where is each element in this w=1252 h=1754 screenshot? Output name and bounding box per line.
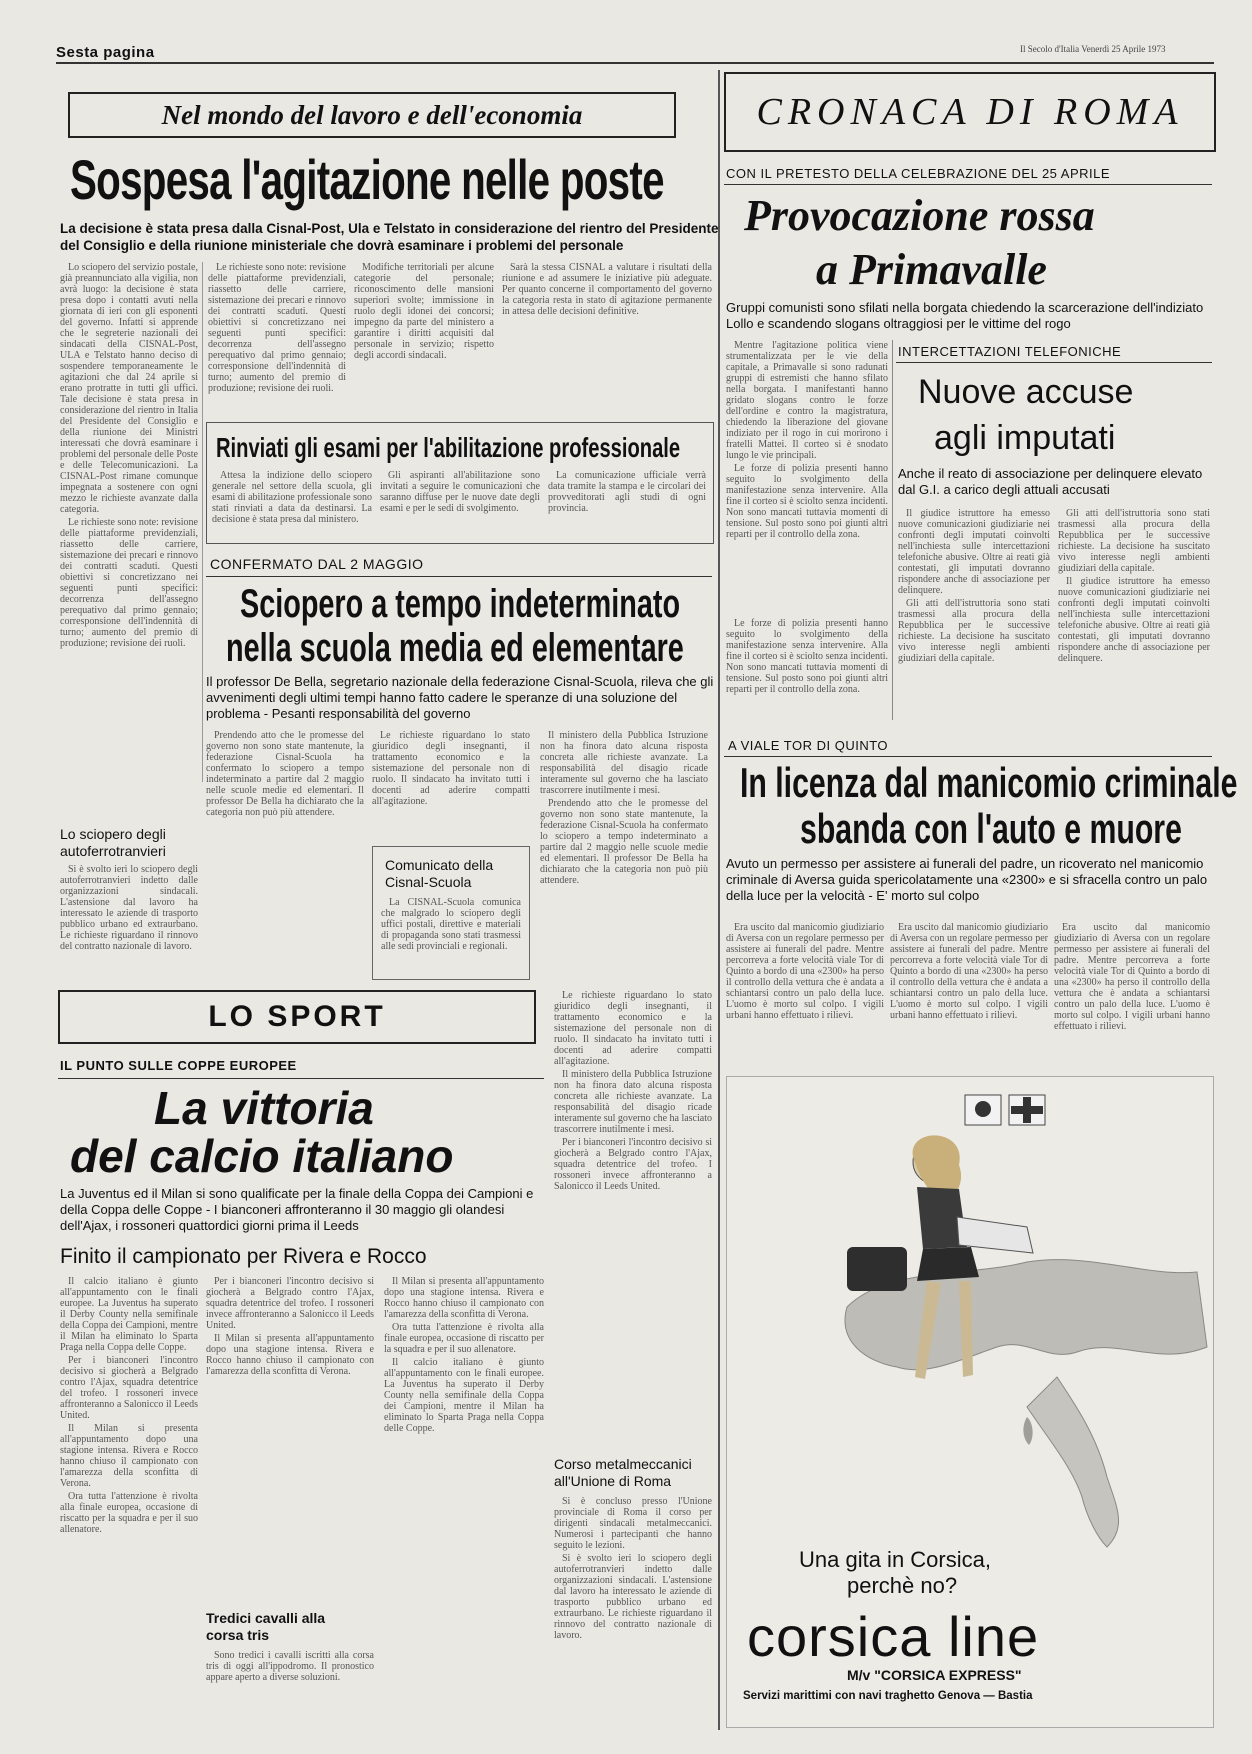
header-rule <box>56 62 1214 64</box>
tredici-body-text: Sono tredici i cavalli iscritti alla corsa tris di oggi all'ippodromo. Il pronostico appare aperto a diverse soluzioni. <box>206 1650 374 1683</box>
manicomio-headline-1: In licenza dal manicomio criminale <box>740 759 1238 806</box>
manicomio-body-1-text: Era uscito dal manicomio giudiziario di Aversa con un regolare permesso per assistere ai funerali del padre. Mentre percorreva a forte velocità viale Tor di Quinto a bordo di una «2300» ha perso il controllo della vettura che è andata a schiantarsi contro un palo della luce. L'uomo è morto sul colpo. I vigili urbani hanno effettuato i rilievi. <box>726 922 884 1021</box>
intercettazioni-body-2-text: Gli atti dell'istruttoria sono stati trasmessi alla procura della Repubblica per le successive richieste. La decisione ha suscitato vivo interesse negli ambienti giudiziari della capitale. <box>1058 508 1210 574</box>
lavoro-body-right <box>502 262 712 420</box>
esami-body-2 <box>380 470 540 536</box>
cronaca-banner-text: CRONACA DI ROMA <box>756 91 1184 133</box>
scuola-headline-2: nella scuola media ed elementare <box>226 626 684 670</box>
cronaca-body-2-text: Le forze di polizia presenti hanno seguito lo svolgimento della manifestazione senza intervenire. Alla fine il corteo si è sciolto senza incidenti. Non sono mancati tuttavia momenti di tensione. Sul posto sono poi giunti altri reparti per il controllo della zona. <box>726 618 888 695</box>
corso-body <box>554 1496 712 1724</box>
cronaca-body-2 <box>726 618 888 716</box>
lavoro-banner-text: Nel mondo del lavoro e dell'economia <box>161 100 583 130</box>
manicomio-deck: Avuto un permesso per assistere ai funerali del padre, un ricoverato nel manicomio criminale di Aversa guida spericolatamente una «2300» e si sfracella contro un palo della luce per la velocità - E' morto sul colpo <box>726 856 1208 903</box>
manicomio-kicker-rule <box>724 756 1212 757</box>
sport-deck: La Juventus ed il Milan si sono qualificate per la finale della Coppa dei Campioni e della Coppa delle Coppe - I bianconeri affronteranno il 30 maggio gli olandesi dell'Ajax, i rossoneri quattordici giorni prima il Leeds <box>60 1186 534 1233</box>
cronaca-kicker-rule <box>724 184 1212 185</box>
autoferro-body-text: Si è svolto ieri lo sciopero degli autoferrotranvieri indetto dalle organizzazioni sindacali. L'astensione dal lavoro ha interessato le aziende di trasporto pubblico urbano ed extraurbano. Le richieste riguardano il rinnovo del contratto nazionale di lavoro. <box>60 864 198 952</box>
corso-body-text-2: Si è svolto ieri lo sciopero degli autoferrotranvieri indetto dalle organizzazioni sindacali. L'astensione dal lavoro ha interessato le aziende di trasporto pubblico urbano ed extraurbano. Le richieste riguardano il rinnovo del contratto nazionale di lavoro. <box>554 1553 712 1641</box>
corso-title: Corso metalmeccanici all'Unione di Roma <box>554 1456 692 1489</box>
scuola-body-2 <box>372 730 530 840</box>
scuola-body-3 <box>540 730 708 978</box>
moor-head <box>975 1101 991 1117</box>
sport-body-1-text-2: Per i bianconeri l'incontro decisivo si giocherà a Belgrado contro l'Ajax, squadra detentrice del trofeo. I rossoneri invece affronteranno a Salonicco il Leeds United. <box>60 1355 198 1421</box>
esami-body-3-text: La comunicazione ufficiale verrà data tramite la stampa e le circolari dei provveditorati agli studi di ogni provincia. <box>548 470 706 514</box>
intercettazioni-headline-2: agli imputati <box>934 419 1116 457</box>
esami-body-3 <box>548 470 706 536</box>
manicomio-body-1 <box>726 922 884 1040</box>
autoferro-title: Lo sciopero degli autoferrotranvieri <box>60 826 166 859</box>
ad-tagline-2: perchè no? <box>847 1573 958 1598</box>
scuola-body-3-text: Il ministero della Pubblica Istruzione non ha finora dato alcuna risposta concreta alle richieste avanzate. La responsabilità del disagio ricade interamente sul governo che ha lasciato trascorrere inutilmente i mesi. <box>540 730 708 796</box>
scuola-kicker-rule <box>206 576 712 577</box>
cronaca-headline-2: a Primavalle <box>816 245 1047 294</box>
autoferro-body <box>60 864 198 976</box>
sport-body-3 <box>384 1276 544 1724</box>
continuation-column-text-3: Per i bianconeri l'incontro decisivo si giocherà a Belgrado contro l'Ajax, squadra detentrice del trofeo. I rossoneri invece affronteranno a Salonicco il Leeds United. <box>554 1137 712 1192</box>
sport-headline-2: del calcio italiano <box>70 1130 454 1182</box>
intercettazioni-kicker-rule <box>896 362 1212 363</box>
cronaca-col-rule <box>892 340 893 720</box>
comunicato-title: Comunicato della Cisnal-Scuola <box>385 857 494 890</box>
genova-cross-h <box>1011 1106 1043 1114</box>
lavoro-deck: La decisione è stata presa dalla Cisnal-Post, Ula e Telstato in considerazione del rientro del Presidente del Consiglio e della riunione ministeriale che dovrà esaminare i problemi del personale <box>60 221 719 253</box>
cronaca-banner <box>724 72 1216 152</box>
lavoro-body-mid2-text: Modifiche territoriali per alcune categorie del personale; riconoscimento delle mansioni superiori svolte; immissione in ruolo degli idonei dei concorsi; impegno da parte del ministero a garantire i diritti acquisiti dal personale in servizio; rispetto degli accordi sindacali. <box>354 262 494 361</box>
sport-body-1-text-4: Ora tutta l'attenzione è rivolta alla finale europea, occasione di riscatto per la squadra e per il suo allenatore. <box>60 1491 198 1535</box>
esami-headline: Rinviati gli esami per l'abilitazione professionale <box>216 432 681 463</box>
manicomio-headline-2: sbanda con l'auto e muore <box>800 805 1182 852</box>
ad-tagline-1: Una gita in Corsica, <box>799 1547 991 1572</box>
masthead: Il Secolo d'Italia <box>1020 44 1080 54</box>
intercettazioni-deck: Anche il reato di associazione per delinquere elevato dal G.I. a carico degli attuali accusati <box>898 466 1203 497</box>
lavoro-body-mid <box>208 262 346 420</box>
cronaca-body-1-text-2: Le forze di polizia presenti hanno seguito lo svolgimento della manifestazione senza intervenire. Alla fine il corteo si è sciolto senza incidenti. Non sono mancati tuttavia momenti di tensione. Sul posto sono poi giunti altri reparti per il controllo della zona. <box>726 463 888 540</box>
corso-body-text: Si è concluso presso l'Unione provinciale di Roma il corso per dirigenti sindacali metalmeccanici. Numerosi i partecipanti che hanno seguito le lezioni. <box>554 1496 712 1551</box>
intercettazioni-body-1-text-2: Gli atti dell'istruttoria sono stati trasmessi alla procura della Repubblica per le successive richieste. La decisione ha suscitato vivo interesse negli ambienti giudiziari della capitale. <box>898 598 1050 664</box>
sport-body-1-text-3: Il Milan si presenta all'appuntamento dopo una stagione intensa. Rivera e Rocco hanno chiuso il campionato con l'amarezza della sconfitta di Verona. <box>60 1423 198 1489</box>
sport-body-3-text-3: Il calcio italiano è giunto all'appuntamento con le finali europee. La Juventus ha superato il Derby County nella semifinale della Coppa dei Campioni, mentre il Milan ha eliminato lo Sparta Praga nella Coppa delle Coppe. <box>384 1357 544 1434</box>
continuation-column-text: Le richieste riguardano lo stato giuridico degli insegnanti, il trattamento economico e la sistemazione del personale non di ruolo. Il sindacato ha invitato tutti i docenti ad aderire compatti all'agitazione. <box>554 990 712 1067</box>
comunicato-box <box>372 846 530 980</box>
sport-body-1 <box>60 1276 198 1724</box>
scuola-kicker: CONFERMATO DAL 2 MAGGIO <box>210 556 424 572</box>
scuola-body-3-text-2: Prendendo atto che le promesse del governo non sono state mantenute, la federazione Cisnal-Scuola ha confermato lo sciopero a tempo indeterminato a partire dal 2 maggio nelle scuole medie ed elementari. Il professor De Bella ha dichiarato che la categoria non può più attendere. <box>540 798 708 886</box>
suitcase <box>847 1247 907 1291</box>
comunicato-body <box>381 897 521 975</box>
intercettazioni-body-2-text-2: Il giudice istruttore ha emesso nuove comunicazioni giudiziarie nei confronti degli imputati coinvolti nell'inchiesta sulle intercettazioni telefoniche abusive. Oltre ai reati già contestati, gli imputati dovranno rispondere anche di associazione per delinquere. <box>1058 576 1210 664</box>
intercettazioni-body-1 <box>898 508 1050 716</box>
corsica-island <box>1023 1417 1032 1445</box>
manicomio-kicker: A VIALE TOR DI QUINTO <box>728 738 889 753</box>
intercettazioni-kicker: INTERCETTAZIONI TELEFONICHE <box>898 344 1122 359</box>
tredici-body <box>206 1650 374 1724</box>
masthead-date <box>1020 44 1165 54</box>
continuation-column <box>554 990 712 1444</box>
lavoro-col-rule-1 <box>202 262 203 782</box>
sport-kicker: IL PUNTO SULLE COPPE EUROPEE <box>60 1058 297 1073</box>
page-label: Sesta pagina <box>56 44 155 61</box>
lavoro-body-left <box>60 262 198 798</box>
esami-body-1-text: Attesa la indizione dello sciopero generale nel settore della scuola, gli esami di abilitazione professionale sono stati rinviati a data da destinarsi. La decisione è stata presa dal ministero. <box>212 470 372 525</box>
sport-body-2-text: Per i bianconeri l'incontro decisivo si giocherà a Belgrado contro l'Ajax, squadra detentrice del trofeo. I rossoneri invece affronteranno a Salonicco il Leeds United. <box>206 1276 374 1331</box>
cronaca-body-1-text: Mentre l'agitazione politica viene strumentalizzata per le vie della capitale, a Primavalle si sono radunati gruppi di estremisti che hanno sfilato nella borgata. I manifestanti hanno gridato slogans contro le forze dell'ordine e contro la magistratura, chiedendo la liberazione del giovane indiziato per il rogo in cui morirono i fratelli Mattei. Il corteo si è snodato lungo le vie principali. <box>726 340 888 461</box>
scuola-body-1-text: Prendendo atto che le promesse del governo non sono state mantenute, la federazione Cisnal-Scuola ha confermato lo sciopero a tempo indeterminato a partire dal 2 maggio nelle scuole medie ed elementari. Il professor De Bella ha dichiarato che la categoria non può più attendere. <box>206 730 364 818</box>
manicomio-body-2 <box>890 922 1048 1040</box>
scuola-deck: Il professor De Bella, segretario nazionale della federazione Cisnal-Scuola, rileva che gli avvenimenti degli ultimi tempi hanno fatto cadere le speranze di una soluzione del problema - Pesanti responsabilità del governo <box>206 674 714 721</box>
manicomio-body-3-text: Era uscito dal manicomio giudiziario di Aversa con un regolare permesso per assistere ai funerali del padre. Mentre percorreva a forte velocità viale Tor di Quinto a bordo di una «2300» ha perso il controllo della vettura che è andata a schiantarsi contro un palo della luce. L'uomo è morto sul colpo. I vigili urbani hanno effettuato i rilievi. <box>1054 922 1210 1032</box>
esami-body-2-text: Gli aspiranti all'abilitazione sono invitati a seguire le comunicazioni che saranno diffuse per le nuove date degli esami e per le sedi di svolgimento. <box>380 470 540 514</box>
issue-date: Venerdì 25 Aprile 1973 <box>1081 44 1166 54</box>
intercettazioni-body-1-text: Il giudice istruttore ha emesso nuove comunicazioni giudiziarie nei confronti degli imputati coinvolti nell'inchiesta sulle intercettazioni telefoniche abusive. Oltre ai reati già contestati, gli imputati dovranno rispondere anche di associazione per delinquere. <box>898 508 1050 596</box>
lavoro-body-left-text-2: Le richieste sono note: revisione delle piattaforme previdenziali, riassetto delle carriere, sistemazione dei precari e rinnovo dei contratti scaduti. Questi obiettivi si concretizzano nei seguenti punti specifici: decorrenza dell'assegno perequativo dal primo gennaio; corresponsione dell'indennità di turno; aumento del premio di produzione; revisione dei ruoli. <box>60 517 198 649</box>
sport-body-2-text-2: Il Milan si presenta all'appuntamento dopo una stagione intensa. Rivera e Rocco hanno chiuso il campionato con l'amarezza della sconfitta di Verona. <box>206 1333 374 1377</box>
cronaca-deck: Gruppi comunisti sono sfilati nella borgata chiedendo la scarcerazione dell'indiziato Lollo e scandendo slogans oltraggiosi per le vittime del rogo <box>726 300 1204 331</box>
ad-ship-name: M/v "CORSICA EXPRESS" <box>847 1667 1022 1683</box>
lavoro-body-right-text: Sarà la stessa CISNAL a valutare i risultati della riunione e ad assumere le iniziative più adeguate. Per quanto concerne il comportamento del governo la categoria resta in stato di agitazione permanente in attesa delle decisioni definitive. <box>502 262 712 317</box>
lavoro-body-mid-text: Le richieste sono note: revisione delle piattaforme previdenziali, riassetto delle carriere, sistemazione dei precari e rinnovo dei contratti scaduti. Questi obiettivi si concretizzano nei seguenti punti specifici: decorrenza dell'assegno perequativo dal primo gennaio; corresponsione dell'indennità di turno; aumento del premio di produzione; revisione dei ruoli. <box>208 262 346 394</box>
scuola-body-2-text: Le richieste riguardano lo stato giuridico degli insegnanti, il trattamento economico e la sistemazione del personale non di ruolo. Il sindacato ha invitato tutti i docenti ad aderire compatti all'agitazione. <box>372 730 530 807</box>
lavoro-body-mid2 <box>354 262 494 420</box>
cronaca-body-1 <box>726 340 888 610</box>
sport-kicker-rule <box>58 1078 544 1079</box>
ad-brand: corsica line <box>747 1605 1040 1668</box>
sport-body-2 <box>206 1276 374 1606</box>
sport-body-3-text: Il Milan si presenta all'appuntamento dopo una stagione intensa. Rivera e Rocco hanno chiuso il campionato con l'amarezza della sconfitta di Verona. <box>384 1276 544 1320</box>
manicomio-body-3 <box>1054 922 1210 1040</box>
manicomio-body-2-text: Era uscito dal manicomio giudiziario di Aversa con un regolare permesso per assistere ai funerali del padre. Mentre percorreva a forte velocità viale Tor di Quinto a bordo di una «2300» ha perso il controllo della vettura che è andata a schiantarsi contro un palo della luce. L'uomo è morto sul colpo. I vigili urbani hanno effettuato i rilievi. <box>890 922 1048 1021</box>
tredici-title: Tredici cavalli alla corsa tris <box>206 1610 326 1643</box>
sport-headline-1: La vittoria <box>154 1082 374 1134</box>
sport-subhead: Finito il campionato per Rivera e Rocco <box>60 1245 427 1268</box>
comunicato-body-text: La CISNAL-Scuola comunica che malgrado lo sciopero degli uffici postali, direttive e materiali di propaganda sono stati trasmessi alle sedi provinciali e regionali. <box>381 897 521 952</box>
lavoro-body-left-text: Lo sciopero del servizio postale, già preannunciato alla vigilia, non avrà luogo: la decisione è stata presa dopo i contatti avuti nella giornata di ieri con gli esponenti del governo. Infatti si apprende che le segreterie nazionali dei sindacati della CISNAL-Post, ULA e Telstato hanno deciso di sospendere temporaneamente le agitazioni che dal 24 aprile si erano protratte in tutti gli uffici. Tale decisione è stata presa in considerazione del rientro in Italia del Presidente del Consiglio e della riunione dei Ministri interessati che dovrà esaminare i problemi del personale delle Poste e delle Telecomunicazioni. La CISNAL-Post rimane comunque impegnata a sostenere con ogni mezzo le richieste avanzate dalla categoria. <box>60 262 198 515</box>
cronaca-kicker: CON IL PRETESTO DELLA CELEBRAZIONE DEL 25 APRILE <box>726 166 1111 181</box>
sport-body-3-text-2: Ora tutta l'attenzione è rivolta alla finale europea, occasione di riscatto per la squadra e per il suo allenatore. <box>384 1322 544 1355</box>
scuola-body-1 <box>206 730 364 978</box>
cronaca-headline-1: Provocazione rossa <box>744 191 1095 240</box>
ad-service: Servizi marittimi con navi traghetto Genova — Bastia <box>743 1690 1033 1702</box>
main-column-divider <box>718 70 720 1730</box>
sport-body-1-text: Il calcio italiano è giunto all'appuntamento con le finali europee. La Juventus ha superato il Derby County nella semifinale della Coppa dei Campioni, mentre il Milan ha eliminato lo Sparta Praga nella Coppa delle Coppe. <box>60 1276 198 1353</box>
continuation-column-text-2: Il ministero della Pubblica Istruzione non ha finora dato alcuna risposta concreta alle richieste avanzate. La responsabilità del disagio ricade interamente sul governo che ha lasciato trascorrere inutilmente i mesi. <box>554 1069 712 1135</box>
corsica-ad <box>726 1076 1214 1728</box>
lavoro-headline: Sospesa l'agitazione nelle poste <box>70 148 664 211</box>
intercettazioni-body-2 <box>1058 508 1210 716</box>
esami-body-1 <box>212 470 372 536</box>
woman-skirt <box>917 1247 979 1281</box>
scuola-headline-1: Sciopero a tempo indeterminato <box>240 582 681 626</box>
sport-banner-text: LO SPORT <box>208 1000 386 1033</box>
sport-banner <box>58 990 536 1044</box>
intercettazioni-headline-1: Nuove accuse <box>918 373 1134 411</box>
italy-map <box>1027 1377 1119 1547</box>
lavoro-section-banner <box>68 92 676 138</box>
